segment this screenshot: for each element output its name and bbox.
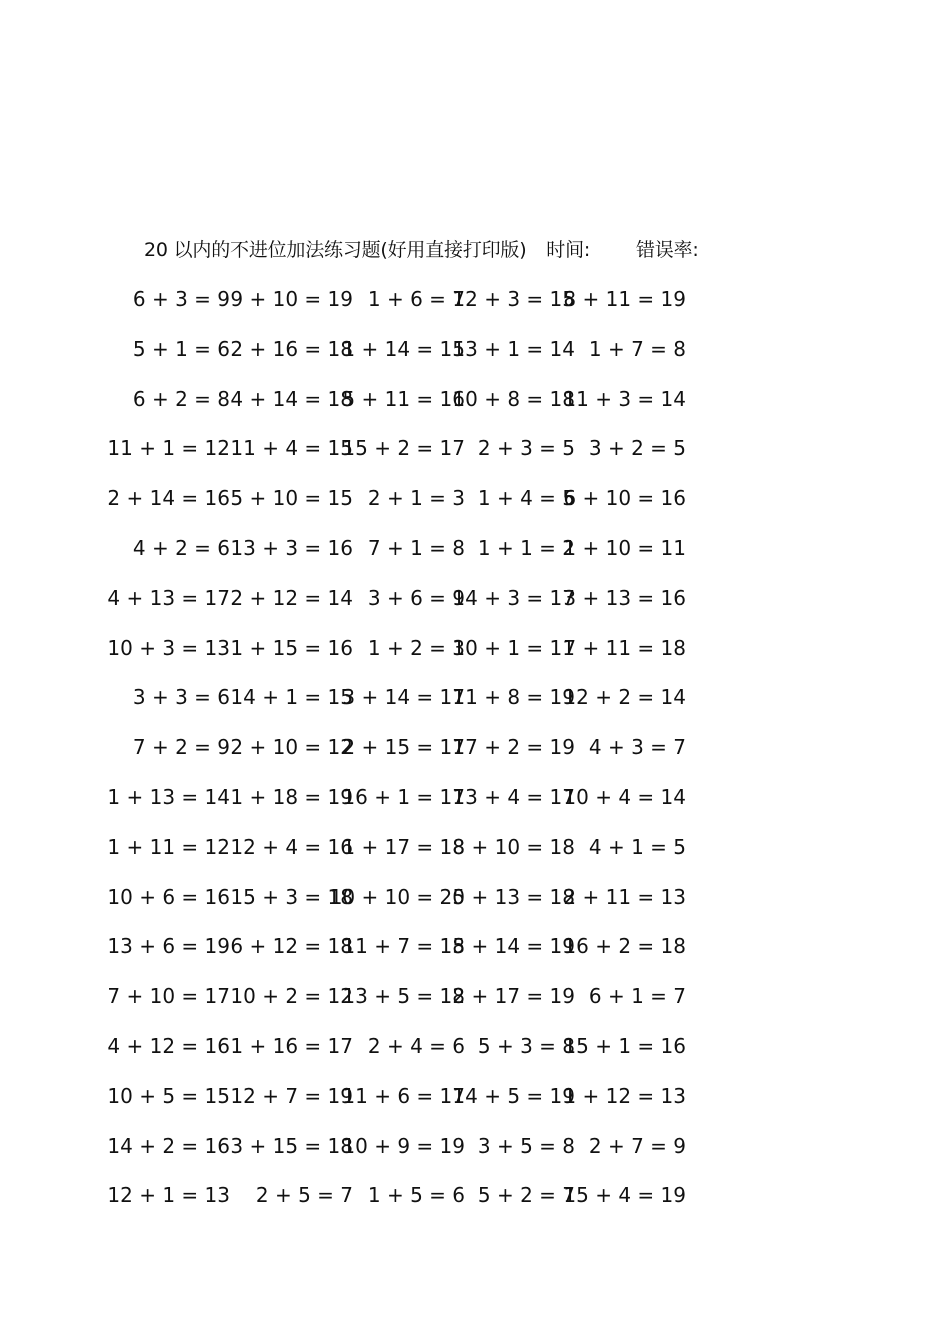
addition-problem: 1 + 16 = 17 xyxy=(230,1033,353,1058)
addition-problem: 2 + 7 = 9 xyxy=(588,1133,686,1158)
addition-problem: 2 + 17 = 19 xyxy=(452,984,575,1009)
addition-problem: 13 + 4 = 17 xyxy=(452,784,575,809)
addition-problem: 5 + 11 = 16 xyxy=(342,386,465,411)
addition-problem: 11 + 4 = 15 xyxy=(230,436,353,461)
addition-problem: 7 + 1 = 8 xyxy=(367,535,465,560)
addition-problem: 11 + 7 = 18 xyxy=(342,934,465,959)
addition-problem: 2 + 11 = 13 xyxy=(563,884,686,909)
addition-problem: 3 + 5 = 8 xyxy=(477,1133,575,1158)
problem-row xyxy=(0,384,950,434)
problem-row xyxy=(0,1081,950,1131)
problem-row xyxy=(0,284,950,334)
addition-problem: 6 + 3 = 9 xyxy=(132,287,230,311)
addition-problem: 13 + 3 = 16 xyxy=(230,535,353,560)
addition-problem: 1 + 4 = 5 xyxy=(477,486,575,511)
addition-problem: 5 + 10 = 15 xyxy=(230,486,353,511)
addition-problem: 10 + 3 = 13 xyxy=(107,635,230,660)
addition-problem: 5 + 2 = 7 xyxy=(477,1183,575,1208)
addition-problem: 7 + 10 = 17 xyxy=(107,984,230,1009)
addition-problem: 2 + 3 = 5 xyxy=(477,436,575,461)
problem-row xyxy=(0,334,950,384)
addition-problem: 2 + 4 = 6 xyxy=(367,1033,465,1058)
addition-problem: 4 + 3 = 7 xyxy=(588,735,686,760)
addition-problem: 2 + 15 = 17 xyxy=(342,735,465,760)
addition-problem: 3 + 14 = 17 xyxy=(342,685,465,710)
addition-problem: 15 + 2 = 17 xyxy=(342,436,465,461)
addition-problem: 1 + 1 = 2 xyxy=(477,535,575,560)
addition-problem: 5 + 1 = 6 xyxy=(132,336,230,361)
time-label: 时间: xyxy=(546,239,591,261)
addition-problem: 3 + 6 = 9 xyxy=(367,585,465,610)
addition-problem: 7 + 11 = 18 xyxy=(563,635,686,660)
addition-problem: 1 + 17 = 18 xyxy=(342,834,465,859)
addition-problem: 14 + 2 = 16 xyxy=(107,1133,230,1158)
addition-problem: 14 + 3 = 17 xyxy=(452,585,575,610)
problem-row xyxy=(0,583,950,633)
addition-problem: 12 + 4 = 16 xyxy=(230,834,353,859)
addition-problem: 13 + 1 = 14 xyxy=(452,336,575,361)
addition-problem: 2 + 1 = 3 xyxy=(367,486,465,511)
addition-problem: 6 + 10 = 16 xyxy=(563,486,686,511)
addition-problem: 17 + 2 = 19 xyxy=(452,735,575,760)
addition-problem: 11 + 1 = 12 xyxy=(107,436,230,461)
addition-problem: 4 + 14 = 18 xyxy=(230,386,353,411)
addition-problem: 13 + 5 = 18 xyxy=(342,984,465,1009)
addition-problem: 6 + 2 = 8 xyxy=(132,386,230,411)
addition-problem: 5 + 3 = 8 xyxy=(477,1033,575,1058)
error-rate-label: 错误率: xyxy=(635,239,699,261)
addition-problem: 1 + 10 = 11 xyxy=(563,535,686,560)
addition-problem: 8 + 11 = 19 xyxy=(563,287,686,311)
addition-problem: 4 + 12 = 16 xyxy=(107,1033,230,1058)
addition-problem: 14 + 5 = 19 xyxy=(452,1083,575,1108)
problem-row xyxy=(0,433,950,483)
addition-problem: 5 + 13 = 18 xyxy=(452,884,575,909)
addition-problem: 2 + 10 = 12 xyxy=(230,735,353,760)
addition-problem: 3 + 2 = 5 xyxy=(588,436,686,461)
addition-problem: 4 + 2 = 6 xyxy=(132,535,230,560)
addition-problem: 10 + 10 = 20 xyxy=(329,884,465,909)
problem-row xyxy=(0,533,950,583)
addition-problem: 7 + 2 = 9 xyxy=(132,735,230,760)
problem-row xyxy=(0,931,950,981)
addition-problem: 5 + 14 = 19 xyxy=(452,934,575,959)
problem-row xyxy=(0,832,950,882)
problem-row xyxy=(0,633,950,683)
problem-row xyxy=(0,732,950,782)
addition-problem: 3 + 15 = 18 xyxy=(230,1133,353,1158)
addition-problem: 10 + 1 = 11 xyxy=(452,635,575,660)
addition-problem: 10 + 8 = 18 xyxy=(452,386,575,411)
addition-problem: 10 + 4 = 14 xyxy=(563,784,686,809)
worksheet-header xyxy=(144,236,699,264)
addition-problem: 4 + 13 = 17 xyxy=(107,585,230,610)
problem-row xyxy=(0,981,950,1031)
addition-problem: 1 + 11 = 12 xyxy=(107,834,230,859)
addition-problem: 15 + 4 = 19 xyxy=(563,1183,686,1208)
addition-problem: 12 + 1 = 13 xyxy=(107,1183,230,1208)
addition-problem: 1 + 15 = 16 xyxy=(230,635,353,660)
problem-row xyxy=(0,882,950,932)
problem-row xyxy=(0,483,950,533)
worksheet-title: 20 以内的不进位加法练习题(好用直接打印版) xyxy=(144,239,527,261)
problem-row xyxy=(0,682,950,732)
addition-problem: 10 + 2 = 12 xyxy=(230,984,353,1009)
addition-problem: 1 + 18 = 19 xyxy=(230,784,353,809)
addition-problem: 4 + 1 = 5 xyxy=(588,834,686,859)
addition-problem: 1 + 12 = 13 xyxy=(563,1083,686,1108)
addition-problem: 1 + 7 = 8 xyxy=(588,336,686,361)
addition-problem: 13 + 6 = 19 xyxy=(107,934,230,959)
addition-problem: 10 + 6 = 16 xyxy=(107,884,230,909)
addition-problem: 2 + 12 = 14 xyxy=(230,585,353,610)
addition-problem: 2 + 14 = 16 xyxy=(107,486,230,511)
addition-problem: 6 + 12 = 18 xyxy=(230,934,353,959)
problem-row xyxy=(0,782,950,832)
addition-problem: 2 + 16 = 18 xyxy=(230,336,353,361)
problem-row xyxy=(0,1131,950,1181)
addition-problem: 15 + 1 = 16 xyxy=(563,1033,686,1058)
problem-row xyxy=(0,1031,950,1081)
addition-problem: 1 + 6 = 7 xyxy=(367,287,465,311)
addition-problem: 1 + 2 = 3 xyxy=(367,635,465,660)
addition-problem: 2 + 5 = 7 xyxy=(255,1183,353,1208)
addition-problem: 14 + 1 = 15 xyxy=(230,685,353,710)
addition-problem: 10 + 9 = 19 xyxy=(342,1133,465,1158)
addition-problem: 10 + 5 = 15 xyxy=(107,1083,230,1108)
addition-problem: 1 + 13 = 14 xyxy=(107,784,230,809)
addition-problem: 8 + 10 = 18 xyxy=(452,834,575,859)
addition-problem: 12 + 3 = 15 xyxy=(452,287,575,311)
addition-problem: 1 + 5 = 6 xyxy=(367,1183,465,1208)
addition-problem: 16 + 1 = 17 xyxy=(342,784,465,809)
addition-problem: 9 + 10 = 19 xyxy=(230,287,353,311)
addition-problem: 11 + 8 = 19 xyxy=(452,685,575,710)
addition-problem: 16 + 2 = 18 xyxy=(563,934,686,959)
addition-problem: 12 + 7 = 19 xyxy=(230,1083,353,1108)
problem-row xyxy=(0,1180,950,1230)
addition-problem: 6 + 1 = 7 xyxy=(588,984,686,1009)
addition-problem: 15 + 3 = 18 xyxy=(230,884,353,909)
addition-problem: 3 + 13 = 16 xyxy=(563,585,686,610)
problem-grid xyxy=(0,284,950,1230)
addition-problem: 11 + 6 = 17 xyxy=(342,1083,465,1108)
addition-problem: 1 + 14 = 15 xyxy=(342,336,465,361)
addition-problem: 3 + 3 = 6 xyxy=(132,685,230,710)
addition-problem: 12 + 2 = 14 xyxy=(563,685,686,710)
addition-problem: 11 + 3 = 14 xyxy=(563,386,686,411)
